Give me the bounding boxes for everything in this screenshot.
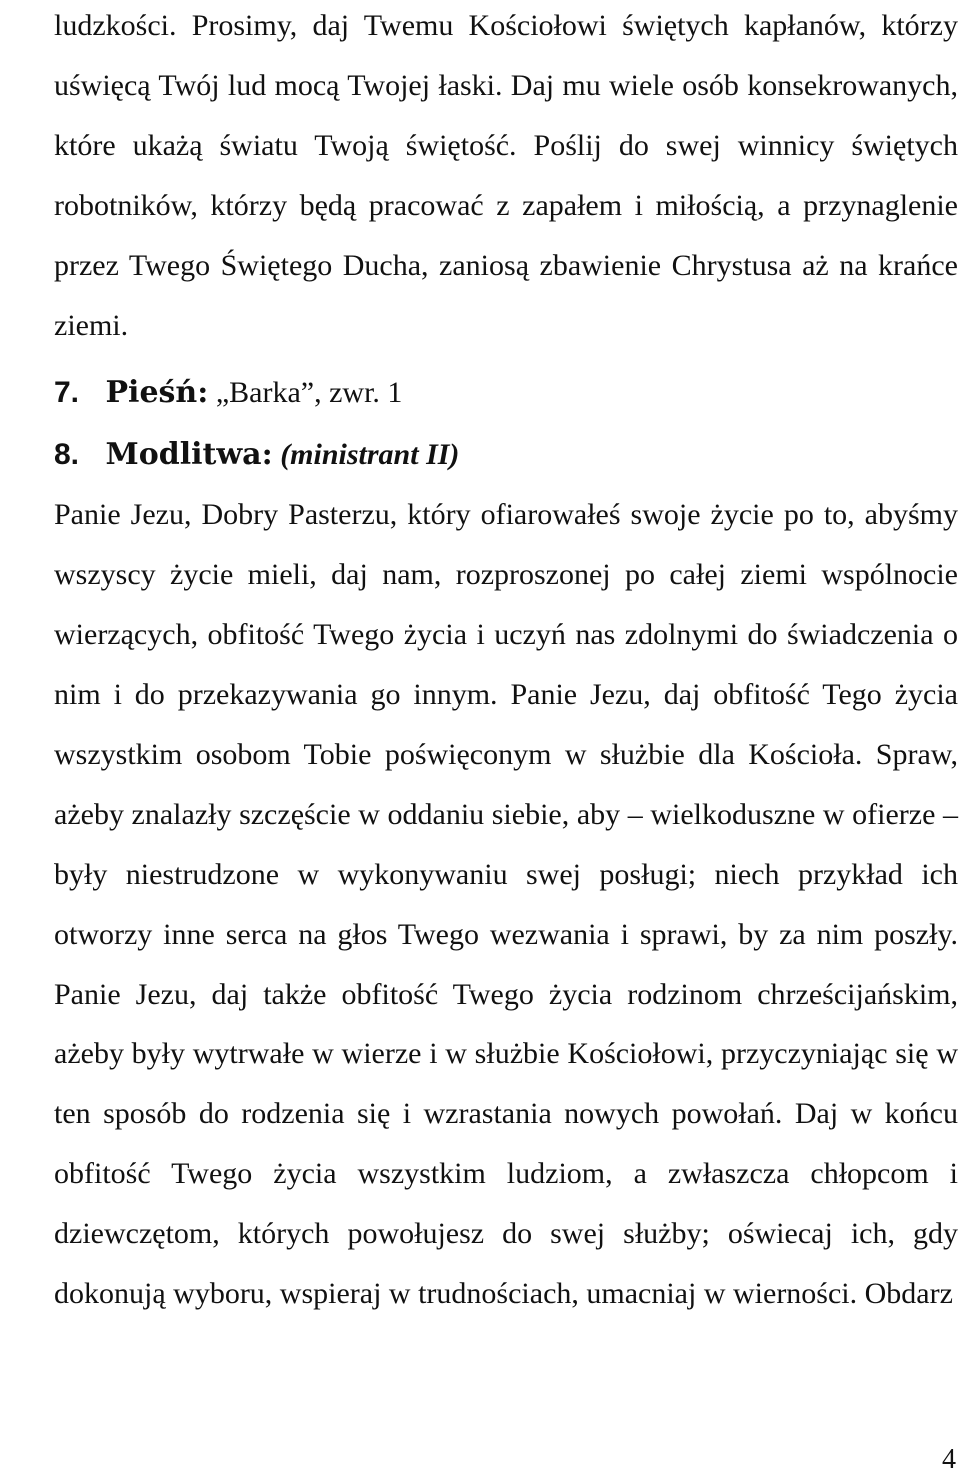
intro-paragraph: ludzkości. Prosimy, daj Twemu Kościołowi świętych kapłanów, którzy uświęcą Twój lud mocą Twojej łaski. Daj mu wiele osób konsekrowanych, które ukażą światu Twoją świętość. Poślij do swej winnicy świętych robotników, którzy będą pracować z zapałem i miłością, a przynaglenie przez Twego Świętego Ducha, zaniosą zbawienie Chrystusa aż na krańce ziemi. — [54, 9, 958, 342]
section-8-number: 8. — [54, 438, 80, 472]
page-number: 4 — [942, 1444, 956, 1475]
section-8-heading — [54, 425, 958, 485]
prayer-paragraph: Panie Jezu, Dobry Pasterzu, który ofiarowałeś swoje życie po to, abyśmy wszyscy życie mieli, daj nam, rozproszonej po całej ziemi wspólnocie wierzących, obfitość Twego życia i uczyń nas zdolnymi do świadczenia o nim i do przekazywania go innym. Panie Jezu, daj obfitość Tego życia wszystkim osobom Tobie poświęconym w służbie dla Kościoła. Spraw, ażeby znalazły szczęście w oddaniu siebie, aby – wielkoduszne w ofierze – były niestrudzone w wykonywaniu swej posługi; niech przykład ich otworzy inne serca na głos Twego wezwania i sprawi, by za nim poszły. Panie Jezu, daj także obfitość Twego życia rodzinom chrześcijańskim, ażeby były wytrwałe w wierze i w służbie Kościołowi, przyczyniając się w ten sposób do rodzenia się i wzrastania nowych powołań. Daj w końcu obfitość Twego życia wszystkim ludziom, a zwłaszcza chłopcom i dziewczętom, których powołujesz do swej służby; oświecaj ich, gdy dokonują wyboru, wspieraj w trudnościach, umacniaj w wierności. Obdarz — [54, 498, 958, 1311]
section-7-label: Pieśń: — [105, 375, 209, 411]
section-7-heading — [54, 363, 958, 423]
section-7-number: 7. — [54, 376, 80, 410]
document-page — [54, 0, 958, 1324]
section-8-note: (ministrant II) — [280, 438, 460, 472]
section-8-label: Modlitwa: — [105, 437, 273, 473]
section-7-text: „Barka”, zwr. 1 — [215, 376, 403, 410]
